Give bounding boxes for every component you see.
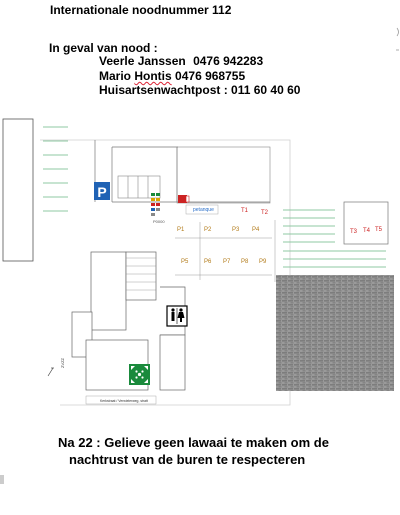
small-map-label: P0000 bbox=[153, 219, 165, 224]
road-lines bbox=[95, 140, 270, 202]
street-label: Kerkstraat / Verwielerweg, stratt bbox=[100, 399, 148, 403]
north-arrow-icon bbox=[48, 368, 54, 376]
pitch-label: P9 bbox=[259, 259, 267, 265]
pitch-label: P5 bbox=[181, 259, 189, 265]
colour-legend bbox=[151, 193, 160, 216]
tent-label: T3 bbox=[350, 229, 358, 235]
tent-label: T4 bbox=[363, 228, 371, 234]
paved-area bbox=[276, 275, 394, 391]
edge-fragment bbox=[397, 28, 399, 36]
pitch-label: P8 bbox=[241, 259, 249, 265]
pitch-area-box bbox=[177, 147, 270, 203]
contact-phone: 011 60 40 60 bbox=[231, 83, 301, 97]
pitch-label: P3 bbox=[232, 227, 240, 233]
pitch-labels-top bbox=[177, 227, 260, 233]
contact-name: Veerle Janssen bbox=[99, 54, 186, 68]
tent-label: T1 bbox=[241, 208, 249, 214]
quiet-hours-note-line2: nachtrust van de buren te respecteren bbox=[69, 452, 306, 467]
contact-phone: 0476 968755 bbox=[175, 69, 246, 83]
pitch-label: P1 bbox=[177, 227, 185, 233]
contact-name: Huisartsenwachtpost : bbox=[99, 83, 228, 97]
left-building bbox=[3, 119, 33, 261]
pitch-label: P6 bbox=[204, 259, 212, 265]
contact-phone: 0476 942283 bbox=[193, 54, 264, 68]
tent-zone-box bbox=[344, 202, 388, 244]
side-label: ZVZZ bbox=[60, 358, 65, 368]
pitch-label: P4 bbox=[252, 227, 260, 233]
contact-last-name: Hontis bbox=[134, 69, 172, 83]
quiet-hours-note-line1: Na 22 : Gelieve geen lawaai te maken om de bbox=[58, 435, 329, 450]
emergency-intro: In geval van nood : bbox=[49, 41, 158, 55]
emergency-number-title: Internationale noodnummer 112 bbox=[50, 3, 232, 17]
pitch-grid bbox=[175, 220, 275, 282]
tent-label: T5 bbox=[375, 227, 383, 233]
pitch-label: P2 bbox=[204, 227, 212, 233]
tent-label: T2 bbox=[261, 210, 269, 216]
pitch-label: P7 bbox=[223, 259, 231, 265]
emergency-exit-icon bbox=[178, 195, 187, 203]
contact-first-name: Mario bbox=[99, 69, 132, 83]
pitch-labels-bottom bbox=[181, 259, 267, 265]
page-marker bbox=[0, 475, 4, 484]
petanque-label: petanque bbox=[193, 207, 214, 213]
parking-sign-label: P bbox=[97, 184, 107, 200]
